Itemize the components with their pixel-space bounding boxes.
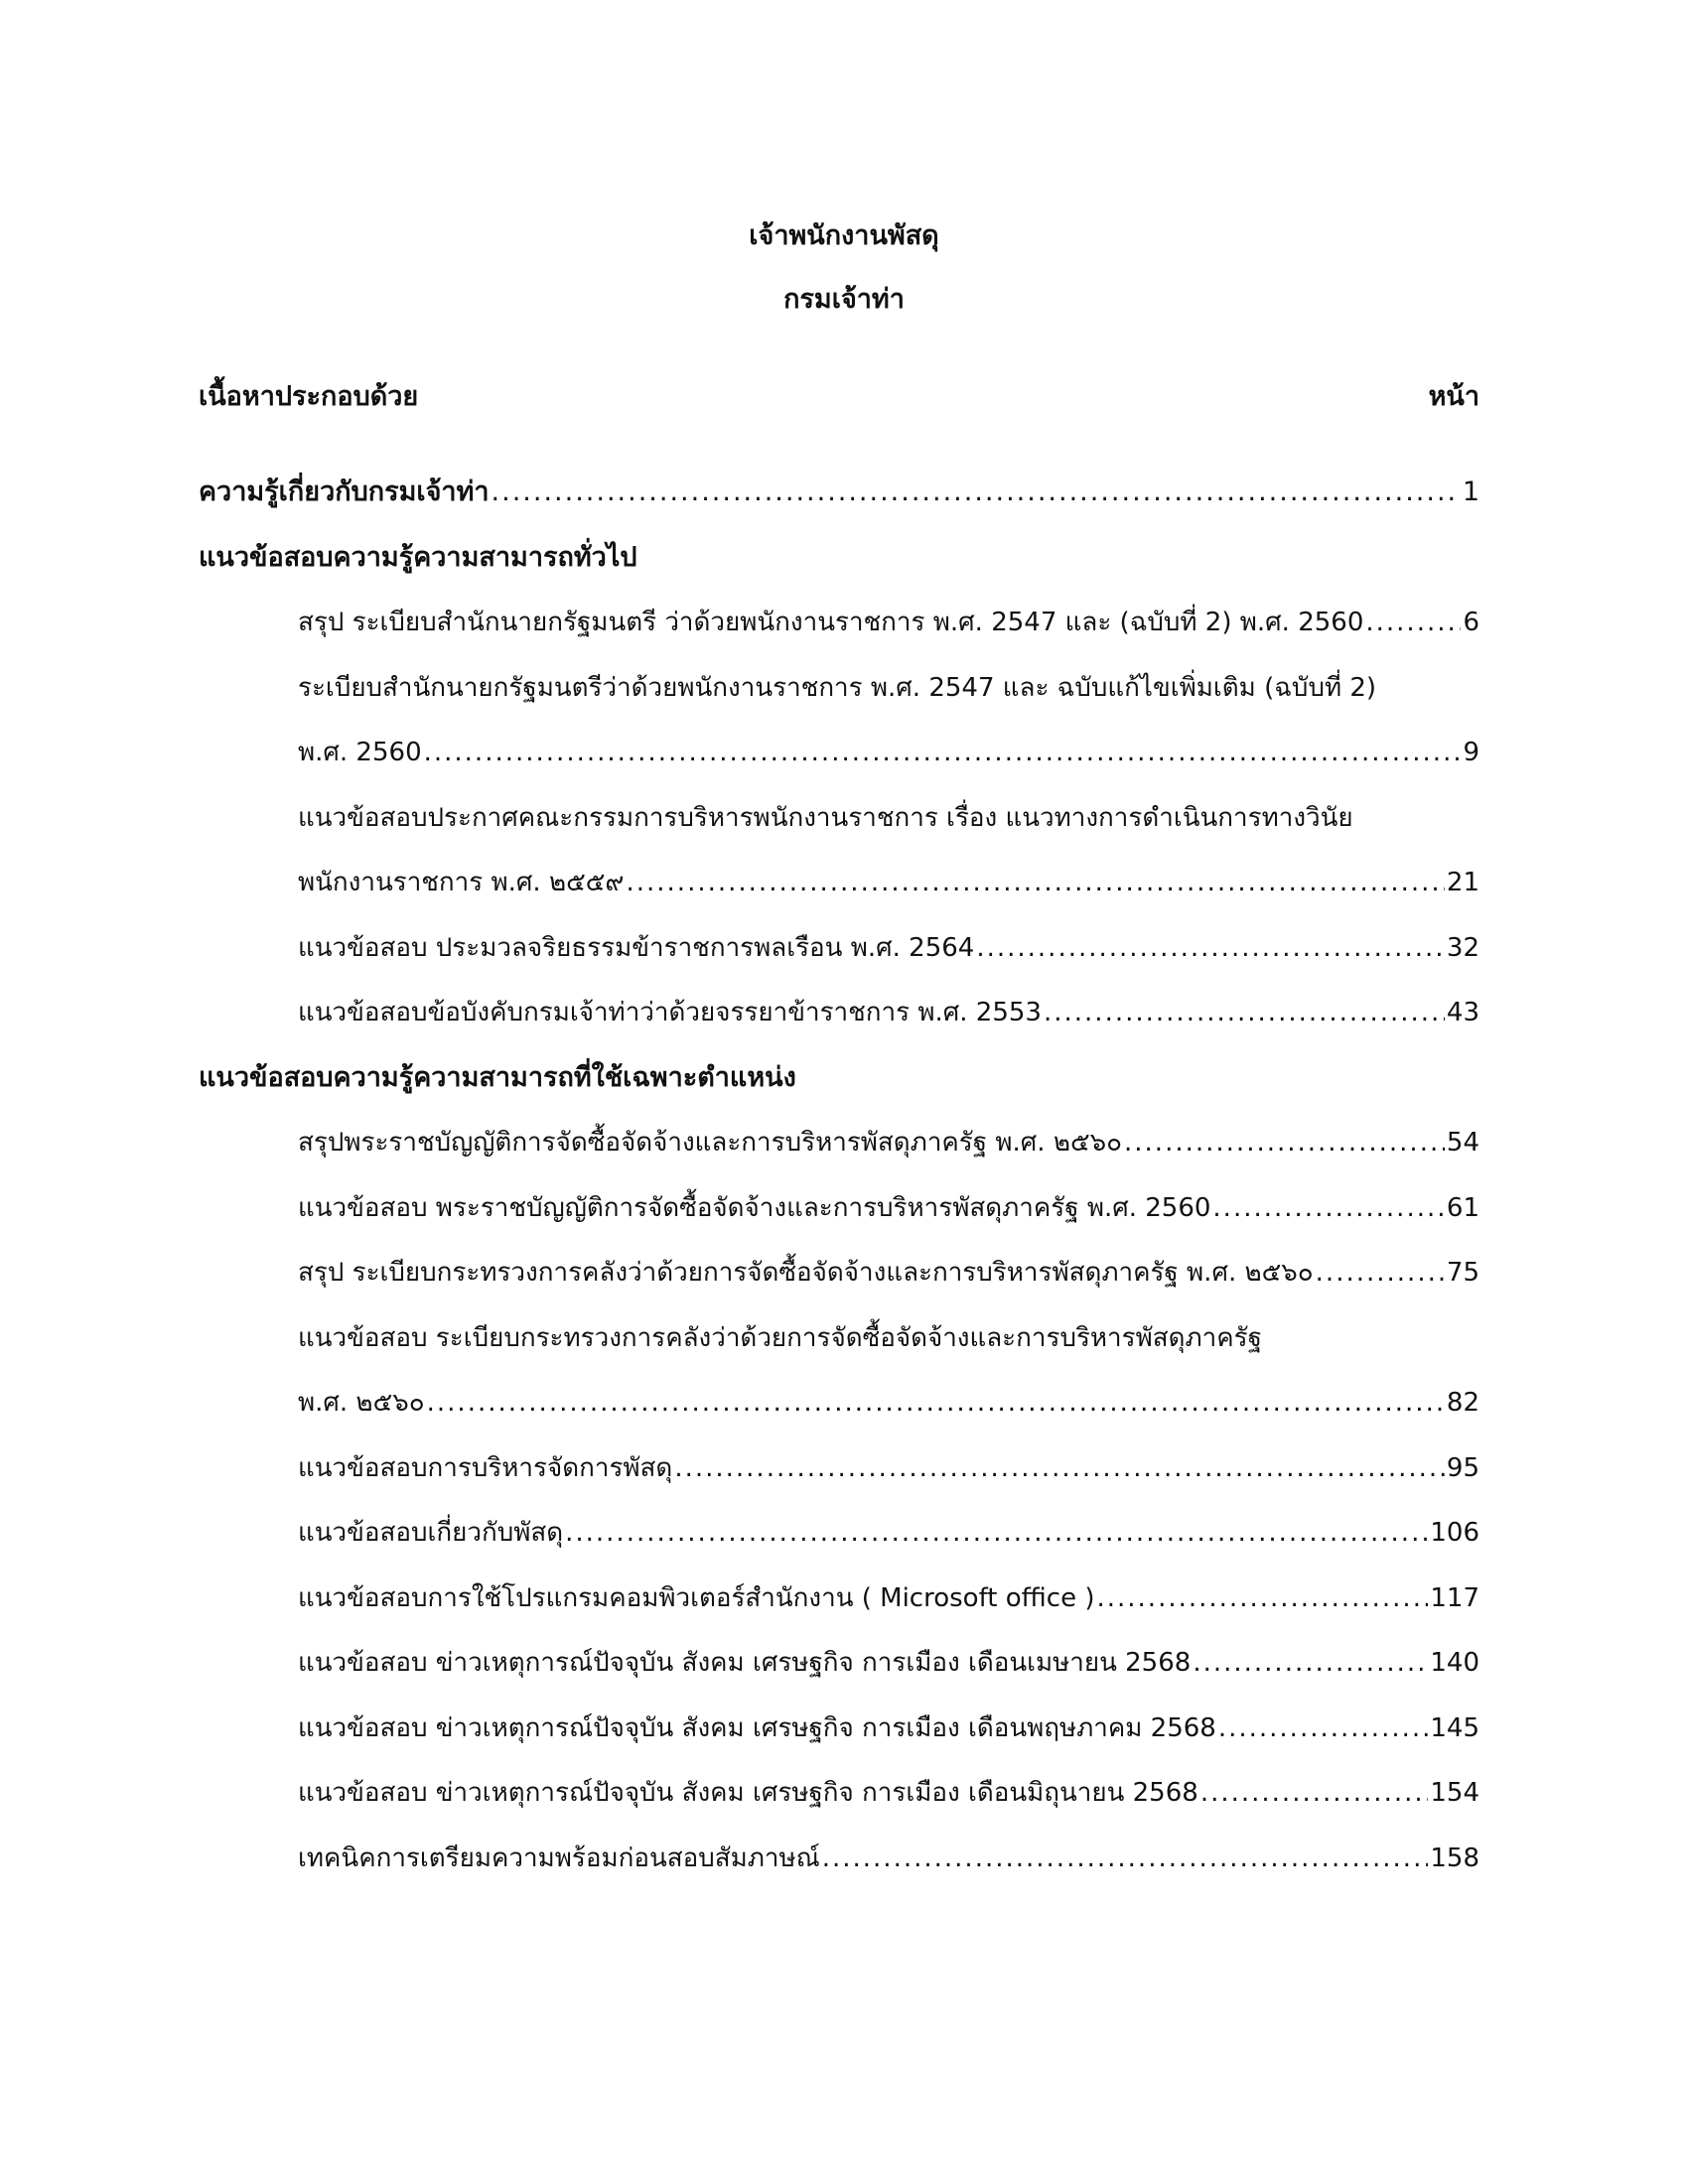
toc-entry-title: สรุปพระราชบัญญัติการจัดซื้อจัดจ้างและการบริหารพัสดุภาครัฐ พ.ศ. ๒๕๖๐ bbox=[298, 1128, 1123, 1158]
toc-entry-title: ระเบียบสำนักนายกรัฐมนตรีว่าด้วยพนักงานราชการ พ.ศ. 2547 และ ฉบับแก้ไขเพิ่มเติม (ฉบับที่ 2) bbox=[298, 672, 1377, 703]
toc-entry-title: สรุป ระเบียบสำนักนายกรัฐมนตรี ว่าด้วยพนักงานราชการ พ.ศ. 2547 และ (ฉบับที่ 2) พ.ศ. 2560 bbox=[298, 608, 1364, 637]
toc-page-number: 140 bbox=[1430, 1648, 1479, 1678]
toc-entry bbox=[298, 1249, 1479, 1297]
dot-leader bbox=[1316, 1249, 1445, 1297]
dot-leader bbox=[1365, 599, 1461, 646]
toc-entry-title: แนวข้อสอบ ข่าวเหตุการณ์ปัจจุบัน สังคม เศรษฐกิจ การเมือง เดือนพฤษภาคม 2568 bbox=[298, 1712, 1216, 1743]
toc-header bbox=[199, 377, 1479, 417]
dot-leader bbox=[1218, 1705, 1429, 1752]
toc-entry-title: พนักงานราชการ พ.ศ. ๒๕๕๙ bbox=[298, 868, 625, 897]
dot-leader bbox=[976, 924, 1445, 972]
toc-page-number: 43 bbox=[1446, 998, 1479, 1027]
toc-entry bbox=[298, 1769, 1479, 1817]
toc-page-number: 21 bbox=[1446, 868, 1479, 897]
toc-entry-title: แนวข้อสอบ ข่าวเหตุการณ์ปัจจุบัน สังคม เศรษฐกิจ การเมือง เดือนมิถุนายน 2568 bbox=[298, 1778, 1198, 1808]
toc-page-number: 117 bbox=[1430, 1582, 1479, 1613]
toc-page-number: 32 bbox=[1446, 932, 1479, 963]
toc-page-number: 54 bbox=[1446, 1128, 1479, 1158]
toc-entry bbox=[298, 1835, 1479, 1882]
document-title: เจ้าพนักงานพัสดุ bbox=[749, 220, 939, 251]
dot-leader bbox=[822, 1835, 1429, 1882]
toc-entry bbox=[298, 1639, 1479, 1687]
toc-entry bbox=[298, 664, 1479, 712]
toc-entry-title: แนวข้อสอบการบริหารจัดการพัสดุ bbox=[298, 1452, 673, 1483]
toc-page-number: 106 bbox=[1430, 1518, 1479, 1548]
toc-entry bbox=[298, 989, 1479, 1036]
toc-page-number: 61 bbox=[1446, 1192, 1479, 1223]
toc-entry bbox=[298, 794, 1479, 842]
toc-entry-title: เทคนิคการเตรียมความพร้อมก่อนสอบสัมภาษณ์ bbox=[298, 1843, 820, 1873]
toc-entry-title: แนวข้อสอบเกี่ยวกับพัสดุ bbox=[298, 1518, 564, 1548]
toc-entry-title: พ.ศ. 2560 bbox=[298, 738, 422, 767]
dot-leader bbox=[565, 1509, 1428, 1557]
toc-entry-title: แนวข้อสอบ ระเบียบกระทรวงการคลังว่าด้วยการจัดซื้อจัดจ้างและการบริหารพัสดุภาครัฐ bbox=[298, 1322, 1262, 1353]
toc-section-title: แนวข้อสอบความรู้ความสามารถทั่วไป bbox=[199, 541, 637, 573]
toc-entry bbox=[298, 1705, 1479, 1752]
document-subtitle: กรมเจ้าท่า bbox=[783, 284, 905, 315]
toc-entry-title: แนวข้อสอบข้อบังคับกรมเจ้าท่าว่าด้วยจรรยาข้าราชการ พ.ศ. 2553 bbox=[298, 998, 1042, 1027]
toc-page-number: 75 bbox=[1446, 1258, 1479, 1288]
toc-entry-title: แนวข้อสอบการใช้โปรแกรมคอมพิวเตอร์สำนักงาน ( Microsoft office ) bbox=[298, 1582, 1095, 1613]
toc-page-number: 145 bbox=[1430, 1712, 1479, 1743]
toc-entry-title: แนวข้อสอบ ประมวลจริยธรรมข้าราชการพลเรือน พ.ศ. 2564 bbox=[298, 932, 975, 963]
contents-label: เนื้อหาประกอบด้วย bbox=[199, 381, 419, 412]
toc-section bbox=[199, 1054, 1479, 1102]
dot-leader bbox=[626, 859, 1444, 906]
toc-entry bbox=[298, 1314, 1479, 1362]
toc-entry-title: พ.ศ. ๒๕๖๐ bbox=[298, 1388, 425, 1418]
toc-entry bbox=[298, 1379, 1479, 1427]
toc-entry bbox=[298, 1444, 1479, 1492]
dot-leader bbox=[1096, 1574, 1428, 1622]
toc-page-number: 1 bbox=[1462, 477, 1479, 507]
toc-entry bbox=[298, 1119, 1479, 1166]
toc-page-number: 9 bbox=[1463, 738, 1479, 767]
toc-entry-title: แนวข้อสอบ พระราชบัญญัติการจัดซื้อจัดจ้างและการบริหารพัสดุภาครัฐ พ.ศ. 2560 bbox=[298, 1192, 1211, 1223]
toc-entry bbox=[298, 729, 1479, 776]
toc-entry-title: แนวข้อสอบ ข่าวเหตุการณ์ปัจจุบัน สังคม เศรษฐกิจ การเมือง เดือนเมษายน 2568 bbox=[298, 1648, 1192, 1678]
toc-page-number: 154 bbox=[1430, 1778, 1479, 1808]
toc-entry bbox=[298, 924, 1479, 972]
dot-leader bbox=[1212, 1184, 1444, 1232]
toc-entry bbox=[298, 1184, 1479, 1232]
toc-section bbox=[199, 534, 1479, 582]
dot-leader bbox=[1044, 989, 1445, 1036]
dot-leader bbox=[1200, 1769, 1429, 1817]
toc-entry-title: สรุป ระเบียบกระทรวงการคลังว่าด้วยการจัดซื้อจัดจ้างและการบริหารพัสดุภาครัฐ พ.ศ. ๒๕๖๐ bbox=[298, 1258, 1314, 1288]
toc-section-title: แนวข้อสอบความรู้ความสามารถที่ใช้เฉพาะตำแหน่ง bbox=[199, 1061, 796, 1093]
dot-leader bbox=[1193, 1639, 1428, 1687]
dot-leader bbox=[1124, 1119, 1445, 1166]
toc-entry bbox=[298, 859, 1479, 906]
dot-leader bbox=[427, 1379, 1445, 1427]
toc-entry bbox=[298, 1509, 1479, 1557]
toc-page-number: 158 bbox=[1430, 1843, 1479, 1873]
toc-page-number: 95 bbox=[1446, 1452, 1479, 1483]
toc-entry bbox=[298, 1574, 1479, 1622]
dot-leader bbox=[492, 469, 1461, 516]
toc-section bbox=[199, 469, 1479, 516]
toc-entry-title: แนวข้อสอบประกาศคณะกรรมการบริหารพนักงานราชการ เรื่อง แนวทางการดำเนินการทางวินัย bbox=[298, 802, 1353, 833]
toc-page-number: 82 bbox=[1446, 1388, 1479, 1418]
toc-page-number: 6 bbox=[1463, 608, 1479, 637]
toc-entry bbox=[298, 599, 1479, 646]
page-column-label: หน้า bbox=[1428, 381, 1479, 412]
dot-leader bbox=[424, 729, 1462, 776]
dot-leader bbox=[674, 1444, 1445, 1492]
toc-section-title: ความรู้เกี่ยวกับกรมเจ้าท่า bbox=[199, 477, 490, 507]
